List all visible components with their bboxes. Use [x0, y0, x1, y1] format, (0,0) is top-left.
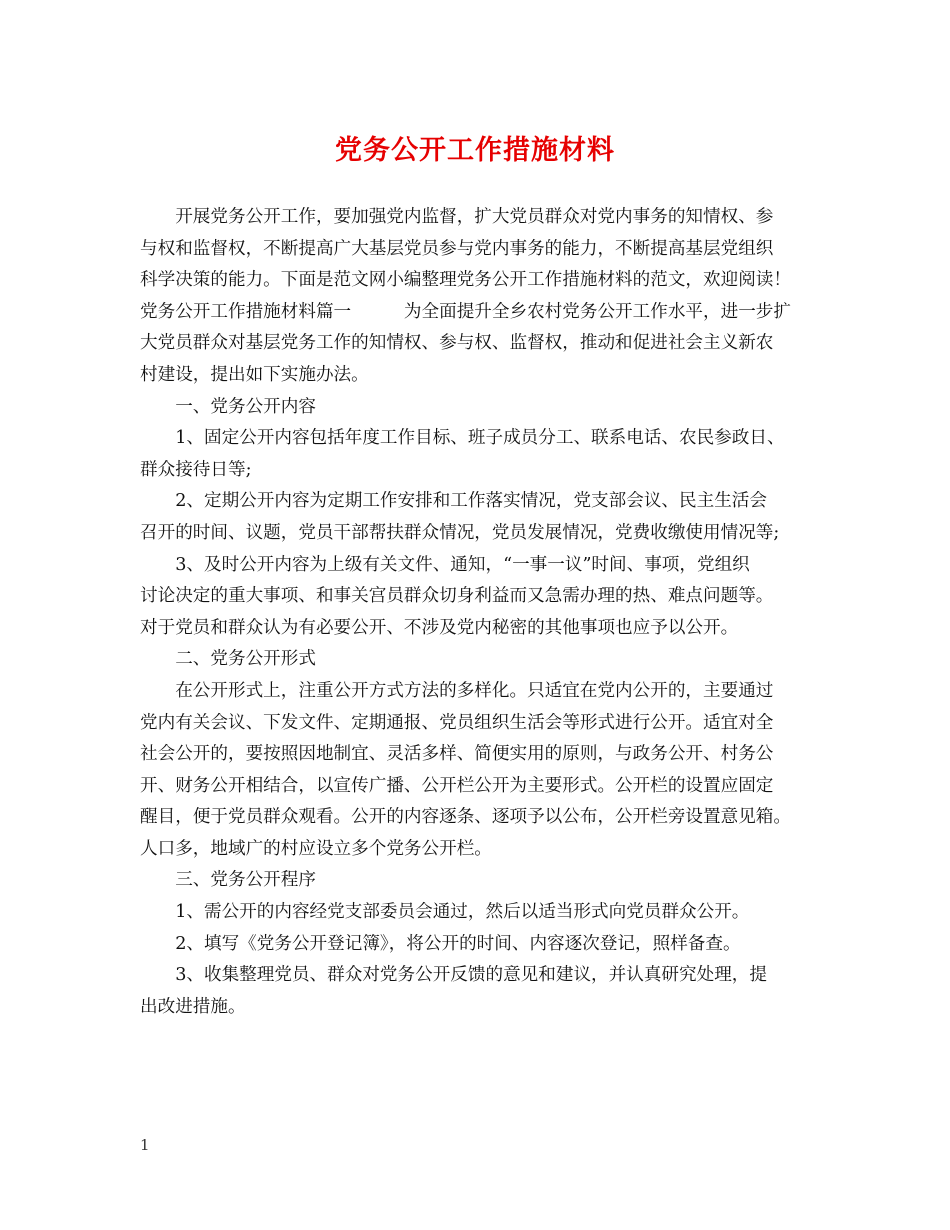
- section-heading: 二、党务公开形式: [140, 649, 316, 670]
- page-number: 1: [140, 1136, 150, 1154]
- body-line: 2、填写《党务公开登记簿》，将公开的时间、内容逐次登记，照样备查。: [140, 933, 741, 954]
- body-line: 科学决策的能力。下面是范文网小编整理党务公开工作措施材料的范文，欢迎阅读！: [140, 270, 791, 291]
- body-line: 社会公开的，要按照因地制宜、灵活多样、简便实用的原则，与政务公开、村务公: [140, 744, 774, 765]
- body-line: 3、收集整理党员、群众对党务公开反馈的意见和建议，并认真研究处理，提: [140, 965, 767, 986]
- body-line: 1、固定公开内容包括年度工作目标、班子成员分工、联系电话、农民参政日、: [140, 428, 785, 449]
- body-line: 2、定期公开内容为定期工作安排和工作落实情况，党支部会议、民主生活会: [140, 491, 767, 512]
- body-line: 对于党员和群众认为有必要公开、不涉及党内秘密的其他事项也应予以公开。: [140, 617, 739, 638]
- body-line: 开、财务公开相结合，以宣传广播、公开栏公开为主要形式。公开栏的设置应固定: [140, 775, 774, 796]
- body-line: 与权和监督权，不断提高广大基层党员参与党内事务的能力，不断提高基层党组织: [140, 238, 774, 259]
- body-line: 3、及时公开内容为上级有关文件、通知，“一事一议”时间、事项，党组织: [140, 554, 750, 575]
- document-body: [140, 202, 820, 1023]
- body-line: 大党员群众对基层党务工作的知情权、参与权、监督权，推动和促进社会主义新农: [140, 333, 774, 354]
- body-line: 醒目，便于党员群众观看。公开的内容逐条、逐项予以公布，公开栏旁设置意见箱。: [140, 807, 791, 828]
- body-line: 党务公开工作措施材料篇一 为全面提升全乡农村党务公开工作水平，进一步扩: [140, 301, 791, 322]
- body-line: 1、需公开的内容经党支部委员会通过，然后以适当形式向党员群众公开。: [140, 902, 750, 923]
- body-line: 党内有关会议、下发文件、定期通报、党员组织生活会等形式进行公开。适宜对全: [140, 712, 774, 733]
- body-line: 召开的时间、议题，党员干部帮扶群众情况，党员发展情况，党费收缴使用情况等;: [140, 522, 780, 543]
- section-heading: 三、党务公开程序: [140, 870, 316, 891]
- section-heading: 一、党务公开内容: [140, 396, 316, 417]
- document-title: 党务公开工作措施材料: [335, 135, 615, 166]
- body-line: 开展党务公开工作，要加强党内监督，扩大党员群众对党内事务的知情权、参: [140, 207, 774, 227]
- body-line: 村建设，提出如下实施办法。: [140, 364, 369, 385]
- body-line: 群众接待日等;: [140, 459, 252, 480]
- body-line: 讨论决定的重大事项、和事关宫员群众切身利益而又急需办理的热、难点问题等。: [140, 586, 774, 607]
- body-line: 出改进措施。: [140, 996, 246, 1017]
- body-line: 人口多，地域广的村应设立多个党务公开栏。: [140, 838, 492, 859]
- body-line: 在公开形式上，注重公开方式方法的多样化。只适宜在党内公开的，主要通过: [140, 680, 774, 701]
